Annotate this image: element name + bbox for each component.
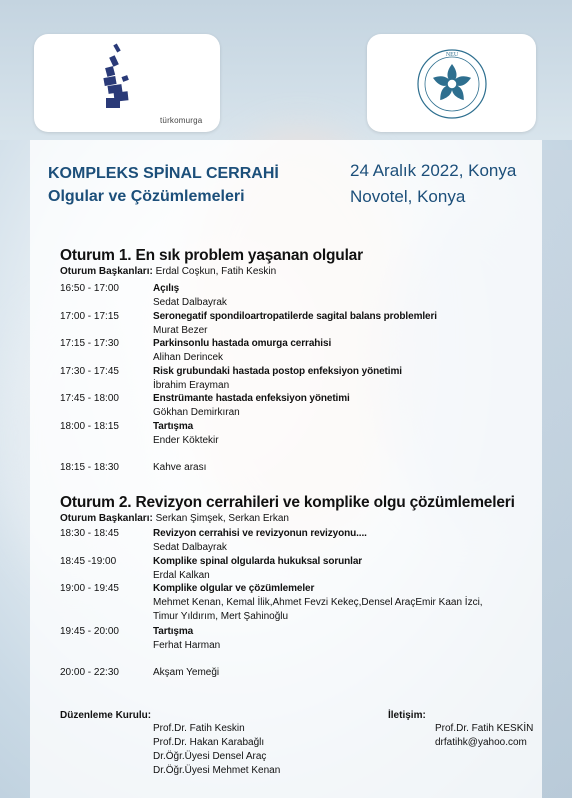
schedule-speaker: Gökhan Demirkıran (153, 407, 240, 418)
contact-label: İletişim: (388, 710, 426, 721)
session-1-chairs: Oturum Başkanları: Erdal Coşkun, Fatih Keskin (60, 266, 277, 277)
organizers-label: Düzenleme Kurulu: (60, 710, 152, 721)
dinner-label: Akşam Yemeği (153, 667, 220, 678)
session-2-chairs: Oturum Başkanları: Serkan Şimşek, Serkan Erkan (60, 513, 289, 524)
schedule-topic: Revizyon cerrahisi ve revizyonun revizyonu.... (153, 528, 367, 539)
schedule-topic: Enstrümante hastada enfeksiyon yönetimi (153, 393, 350, 404)
right-band (542, 150, 572, 798)
schedule-speaker: Mehmet Kenan, Kemal İlik,Ahmet Fevzi Kekeç,Densel AraçEmir Kaan İzci, (153, 597, 483, 608)
schedule-speaker: İbrahim Erayman (153, 380, 230, 391)
event-venue: Novotel, Konya (350, 187, 466, 206)
schedule-speaker-continued: Timur Yıldırım, Mert Şahinoğlu (153, 611, 289, 622)
schedule-topic: Tartışma (153, 421, 194, 432)
break-label: Kahve arası (153, 462, 207, 473)
schedule-time: 17:00 - 17:15 (60, 311, 119, 322)
schedule-topic: Açılış (153, 283, 180, 294)
schedule-time: 16:50 - 17:00 (60, 283, 119, 294)
organizer-member: Prof.Dr. Hakan Karabağlı (153, 737, 265, 748)
schedule-speaker: Alihan Derincek (153, 352, 224, 363)
meram-seal-icon (367, 34, 536, 132)
event-title: KOMPLEKS SPİNAL CERRAHİ (48, 165, 279, 182)
dinner-time: 20:00 - 22:30 (60, 667, 119, 678)
organizer-member: Dr.Öğr.Üyesi Mehmet Kenan (153, 765, 281, 776)
schedule-speaker: Ferhat Harman (153, 640, 221, 651)
schedule-topic: Parkinsonlu hastada omurga cerrahisi (153, 338, 332, 349)
schedule-time: 19:00 - 19:45 (60, 583, 119, 594)
contact-name: Prof.Dr. Fatih KESKİN (435, 723, 534, 734)
schedule-time: 17:45 - 18:00 (60, 393, 119, 404)
schedule-time: 19:45 - 20:00 (60, 626, 119, 637)
turkomurga-logo-card (34, 34, 220, 132)
svg-text:NEU: NEU (445, 52, 459, 58)
schedule-time: 17:15 - 17:30 (60, 338, 119, 349)
contact-email[interactable]: drfatihk@yahoo.com (435, 737, 527, 748)
event-subtitle: Olgular ve Çözümlemeleri (48, 188, 245, 205)
schedule-time: 18:00 - 18:15 (60, 421, 119, 432)
schedule-topic: Seronegatif spondiloartropatilerde sagital balans problemleri (153, 311, 437, 322)
break-time: 18:15 - 18:30 (60, 462, 119, 473)
schedule-time: 17:30 - 17:45 (60, 366, 119, 377)
schedule-time: 18:30 - 18:45 (60, 528, 119, 539)
schedule-speaker: Erdal Kalkan (153, 570, 210, 581)
schedule-topic: Komplike olgular ve çözümlemeler (153, 583, 315, 594)
event-date: 24 Aralık 2022, Konya (350, 161, 517, 180)
meram-logo-card (367, 34, 536, 132)
schedule-speaker: Murat Bezer (153, 325, 208, 336)
schedule-speaker: Sedat Dalbayrak (153, 297, 227, 308)
schedule-speaker: Ender Köktekir (153, 435, 219, 446)
schedule-topic: Komplike spinal olgularda hukuksal sorunlar (153, 556, 363, 567)
organizer-member: Dr.Öğr.Üyesi Densel Araç (153, 751, 267, 762)
schedule-time: 18:45 -19:00 (60, 556, 117, 567)
turkomurga-wordmark: türkomurga (160, 116, 203, 125)
schedule-speaker: Sedat Dalbayrak (153, 542, 227, 553)
session-2-title: Oturum 2. Revizyon cerrahileri ve komplike olgu çözümlemeleri (60, 494, 515, 511)
schedule-topic: Risk grubundaki hastada postop enfeksiyon yönetimi (153, 366, 402, 377)
organizer-member: Prof.Dr. Fatih Keskin (153, 723, 245, 734)
schedule-topic: Tartışma (153, 626, 194, 637)
session-1-title: Oturum 1. En sık problem yaşanan olgular (60, 247, 363, 264)
